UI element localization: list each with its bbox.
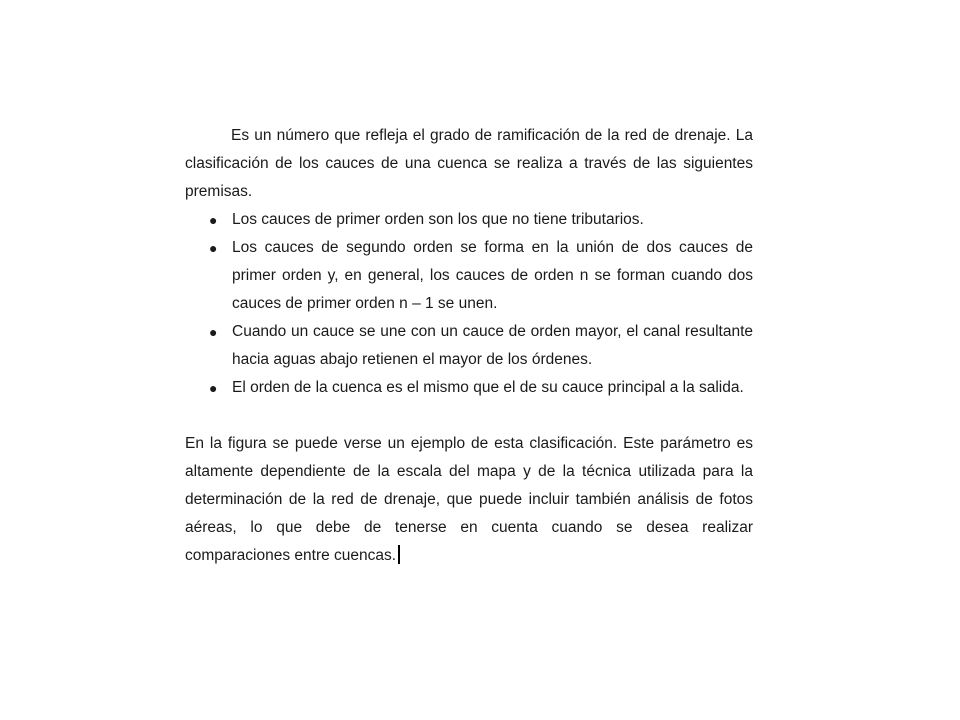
list-item [185,206,753,234]
closing-paragraph [185,430,753,570]
list-item-text: El orden de la cuenca es el mismo que el de su cauce principal a la salida. [232,379,744,396]
bullet-icon: ● [209,380,218,396]
list-item [185,234,753,318]
list-item [185,318,753,374]
bullet-icon: ● [209,240,218,256]
text-cursor [398,545,400,564]
premises-list [185,206,753,402]
document-body[interactable] [185,122,753,570]
intro-paragraph: Es un número que refleja el grado de ramificación de la red de drenaje. La clasificación de los cauces de una cuenca se realiza a través de las siguientes premisas. [185,127,753,200]
closing-paragraph-text: En la figura se puede verse un ejemplo de esta clasificación. Este parámetro es altamente dependiente de la escala del mapa y de la técnica utilizada para la determinación de la red de drenaje, que puede incluir también análisis de fotos aéreas, lo que debe de tenerse en cuenta cuando se desea realizar comparaciones entre cuencas. [185,435,753,564]
bullet-icon: ● [209,324,218,340]
list-item [185,374,753,402]
bullet-icon: ● [209,212,218,228]
list-item-text: Los cauces de primer orden son los que no tiene tributarios. [232,211,644,228]
list-item-text: Los cauces de segundo orden se forma en la unión de dos cauces de primer orden y, en general, los cauces de orden n se forman cuando dos cauces de primer orden n – 1 se unen. [232,239,753,312]
list-item-text: Cuando un cauce se une con un cauce de orden mayor, el canal resultante hacia aguas abajo retienen el mayor de los órdenes. [232,323,753,368]
paragraph-spacer [185,402,753,430]
